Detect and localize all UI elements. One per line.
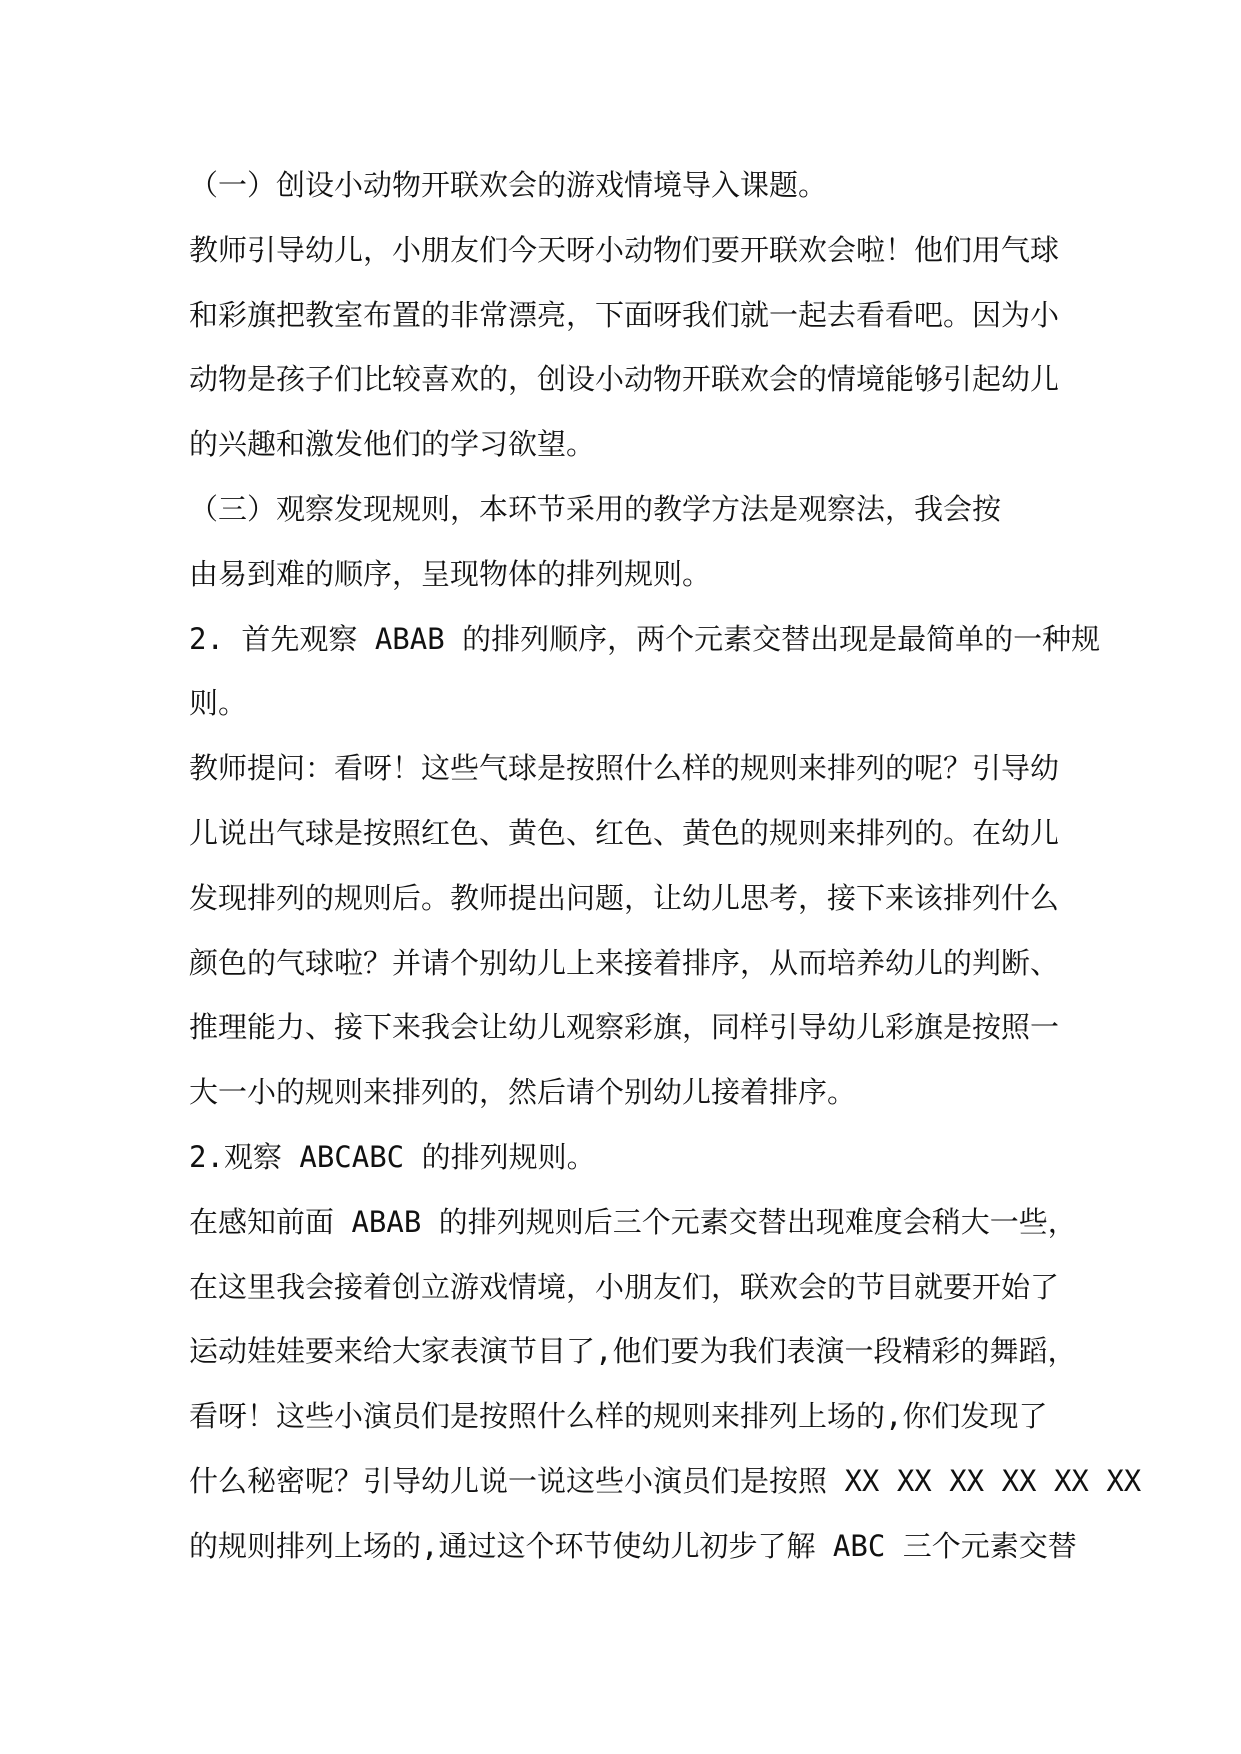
text-line: 2.观察 ABCABC 的排列规则。 (189, 1139, 596, 1174)
text-line: 大一小的规则来排列的，然后请个别幼儿接着排序。 (189, 1075, 857, 1110)
text-line: 发现排列的规则后。教师提出问题，让幼儿思考，接下来该排列什么 (189, 880, 1060, 915)
text-line: 在感知前面 ABAB 的排列规则后三个元素交替出现难度会稍大一些， (189, 1204, 1077, 1239)
section-heading: （一）创设小动物开联欢会的游戏情境导入课题。 (189, 168, 828, 202)
text-line: 看呀！这些小演员们是按照什么样的规则来排列上场的,你们发现了 (189, 1399, 1048, 1434)
text-line: 的规则排列上场的,通过这个环节使幼儿初步了解 ABC 三个元素交替 (189, 1528, 1077, 1563)
text-line: 动物是孩子们比较喜欢的，创设小动物开联欢会的情境能够引起幼儿 (189, 362, 1060, 397)
document-body (189, 153, 1189, 1579)
text-line: 颜色的气球啦？并请个别幼儿上来接着排序，从而培养幼儿的判断、 (189, 945, 1060, 980)
text-line: 教师提问：看呀！这些气球是按照什么样的规则来排列的呢？引导幼 (189, 751, 1060, 786)
text-line: 由易到难的顺序，呈现物体的排列规则。 (189, 556, 712, 591)
section-heading: （三）观察发现规则，本环节采用的教学方法是观察法，我会按 (189, 491, 1002, 526)
text-line: 和彩旗把教室布置的非常漂亮，下面呀我们就一起去看看吧。因为小 (189, 297, 1060, 332)
text-line: 什么秘密呢？引导幼儿说一说这些小演员们是按照 XX XX XX XX XX XX (189, 1463, 1142, 1498)
text-line: 运动娃娃要来给大家表演节目了,他们要为我们表演一段精彩的舞蹈， (189, 1334, 1077, 1369)
text-line: 的兴趣和激发他们的学习欲望。 (189, 427, 596, 462)
text-line: 则。 (189, 686, 248, 721)
text-line: 推理能力、接下来我会让幼儿观察彩旗，同样引导幼儿彩旗是按照一 (189, 1010, 1060, 1045)
text-line: 2. 首先观察 ABAB 的排列顺序，两个元素交替出现是最简单的一种规 (189, 621, 1101, 656)
text-line: 在这里我会接着创立游戏情境，小朋友们，联欢会的节目就要开始了 (189, 1269, 1060, 1304)
text-line: 教师引导幼儿，小朋友们今天呀小动物们要开联欢会啦！他们用气球 (189, 232, 1060, 267)
text-line: 儿说出气球是按照红色、黄色、红色、黄色的规则来排列的。在幼儿 (189, 815, 1060, 850)
